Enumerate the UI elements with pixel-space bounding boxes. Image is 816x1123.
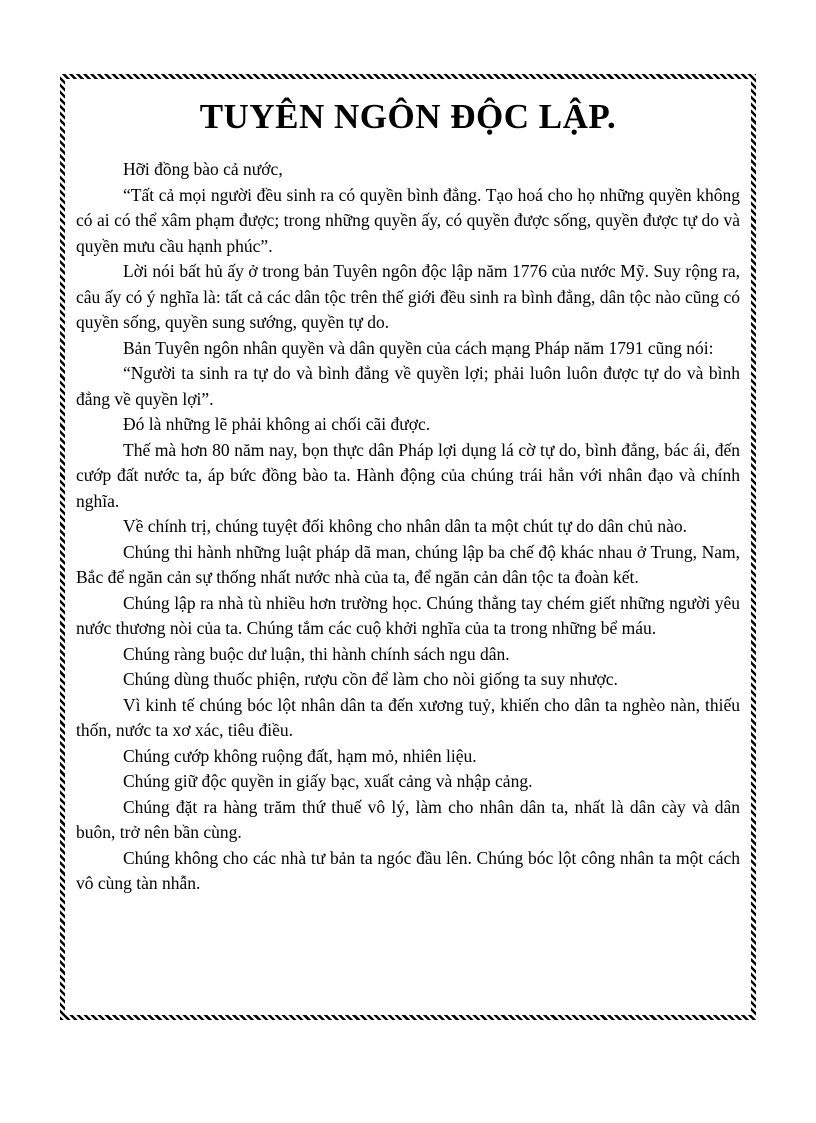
paragraph-13: Vì kinh tế chúng bóc lột nhân dân ta đến xương tuỷ, khiến cho dân ta nghèo nàn, thiếu thốn, nước ta xơ xác, tiêu điều. bbox=[76, 694, 740, 740]
paragraph-7: Thế mà hơn 80 năm nay, bọn thực dân Pháp lợi dụng lá cờ tự do, bình đẳng, bác ái, đến cướp đất nước ta, áp bức đồng bào ta. Hành động của chúng trái hẳn với nhân đạo và chính nghĩa. bbox=[76, 439, 740, 511]
document-body bbox=[76, 157, 740, 897]
paragraph-16: Chúng đặt ra hàng trăm thứ thuế vô lý, làm cho nhân dân ta, nhất là dân cày và dân buôn, trở nên bần cùng. bbox=[76, 796, 740, 842]
paragraph-10: Chúng lập ra nhà tù nhiều hơn trường học. Chúng thẳng tay chém giết những người yêu nước thương nòi của ta. Chúng tắm các cuộ khởi nghĩa của ta trong những bể máu. bbox=[76, 592, 740, 638]
paragraph-1: Hỡi đồng bào cả nước, bbox=[123, 159, 283, 179]
paragraph-8: Về chính trị, chúng tuyệt đối không cho nhân dân ta một chút tự do dân chủ nào. bbox=[123, 516, 688, 536]
paragraph-6: Đó là những lẽ phải không ai chối cãi được. bbox=[123, 414, 431, 434]
paragraph-14: Chúng cướp không ruộng đất, hạm mỏ, nhiên liệu. bbox=[123, 745, 477, 766]
paragraph-5: “Người ta sinh ra tự do và bình đẳng về quyền lợi; phải luôn luôn được tự do và bình đẳng về quyền lợi”. bbox=[76, 363, 740, 409]
paragraph-17: Chúng không cho các nhà tư bản ta ngóc đầu lên. Chúng bóc lột công nhân ta một cách vô cùng tàn nhẫn. bbox=[76, 847, 740, 893]
paragraph-11: Chúng ràng buộc dư luận, thi hành chính sách ngu dân. bbox=[123, 643, 510, 664]
paragraph-2: “Tất cả mọi người đều sinh ra có quyền bình đẳng. Tạo hoá cho họ những quyền không có ai có thể xâm phạm được; trong những quyền ấy, có quyền được sống, quyền được tự do và quyền mưu cầu hạnh phúc”. bbox=[76, 184, 740, 256]
document-title: TUYÊN NGÔN ĐỘC LẬP. bbox=[199, 97, 617, 136]
paragraph-12: Chúng dùng thuốc phiện, rượu cồn để làm cho nòi giống ta suy nhược. bbox=[123, 669, 618, 689]
paragraph-15: Chúng giữ độc quyền in giấy bạc, xuất cảng và nhập cảng. bbox=[123, 771, 533, 791]
paragraph-3: Lời nói bất hủ ấy ở trong bản Tuyên ngôn độc lập năm 1776 của nước Mỹ. Suy rộng ra, câu ấy có ý nghĩa là: tất cả các dân tộc trên thế giới đều sinh ra bình đẳng, dân tộc nào cũng có quyền sống, quyền sung sướng, quyền tự do. bbox=[76, 261, 740, 332]
page-border-frame bbox=[60, 74, 756, 1020]
paragraph-4: Bản Tuyên ngôn nhân quyền và dân quyền của cách mạng Pháp năm 1791 cũng nói: bbox=[123, 337, 714, 358]
paragraph-9: Chúng thi hành những luật pháp dã man, chúng lập ba chế độ khác nhau ở Trung, Nam, Bắc để ngăn cản sự thống nhất nước nhà của ta, để ngăn cản dân tộc ta đoàn kết. bbox=[76, 541, 740, 587]
